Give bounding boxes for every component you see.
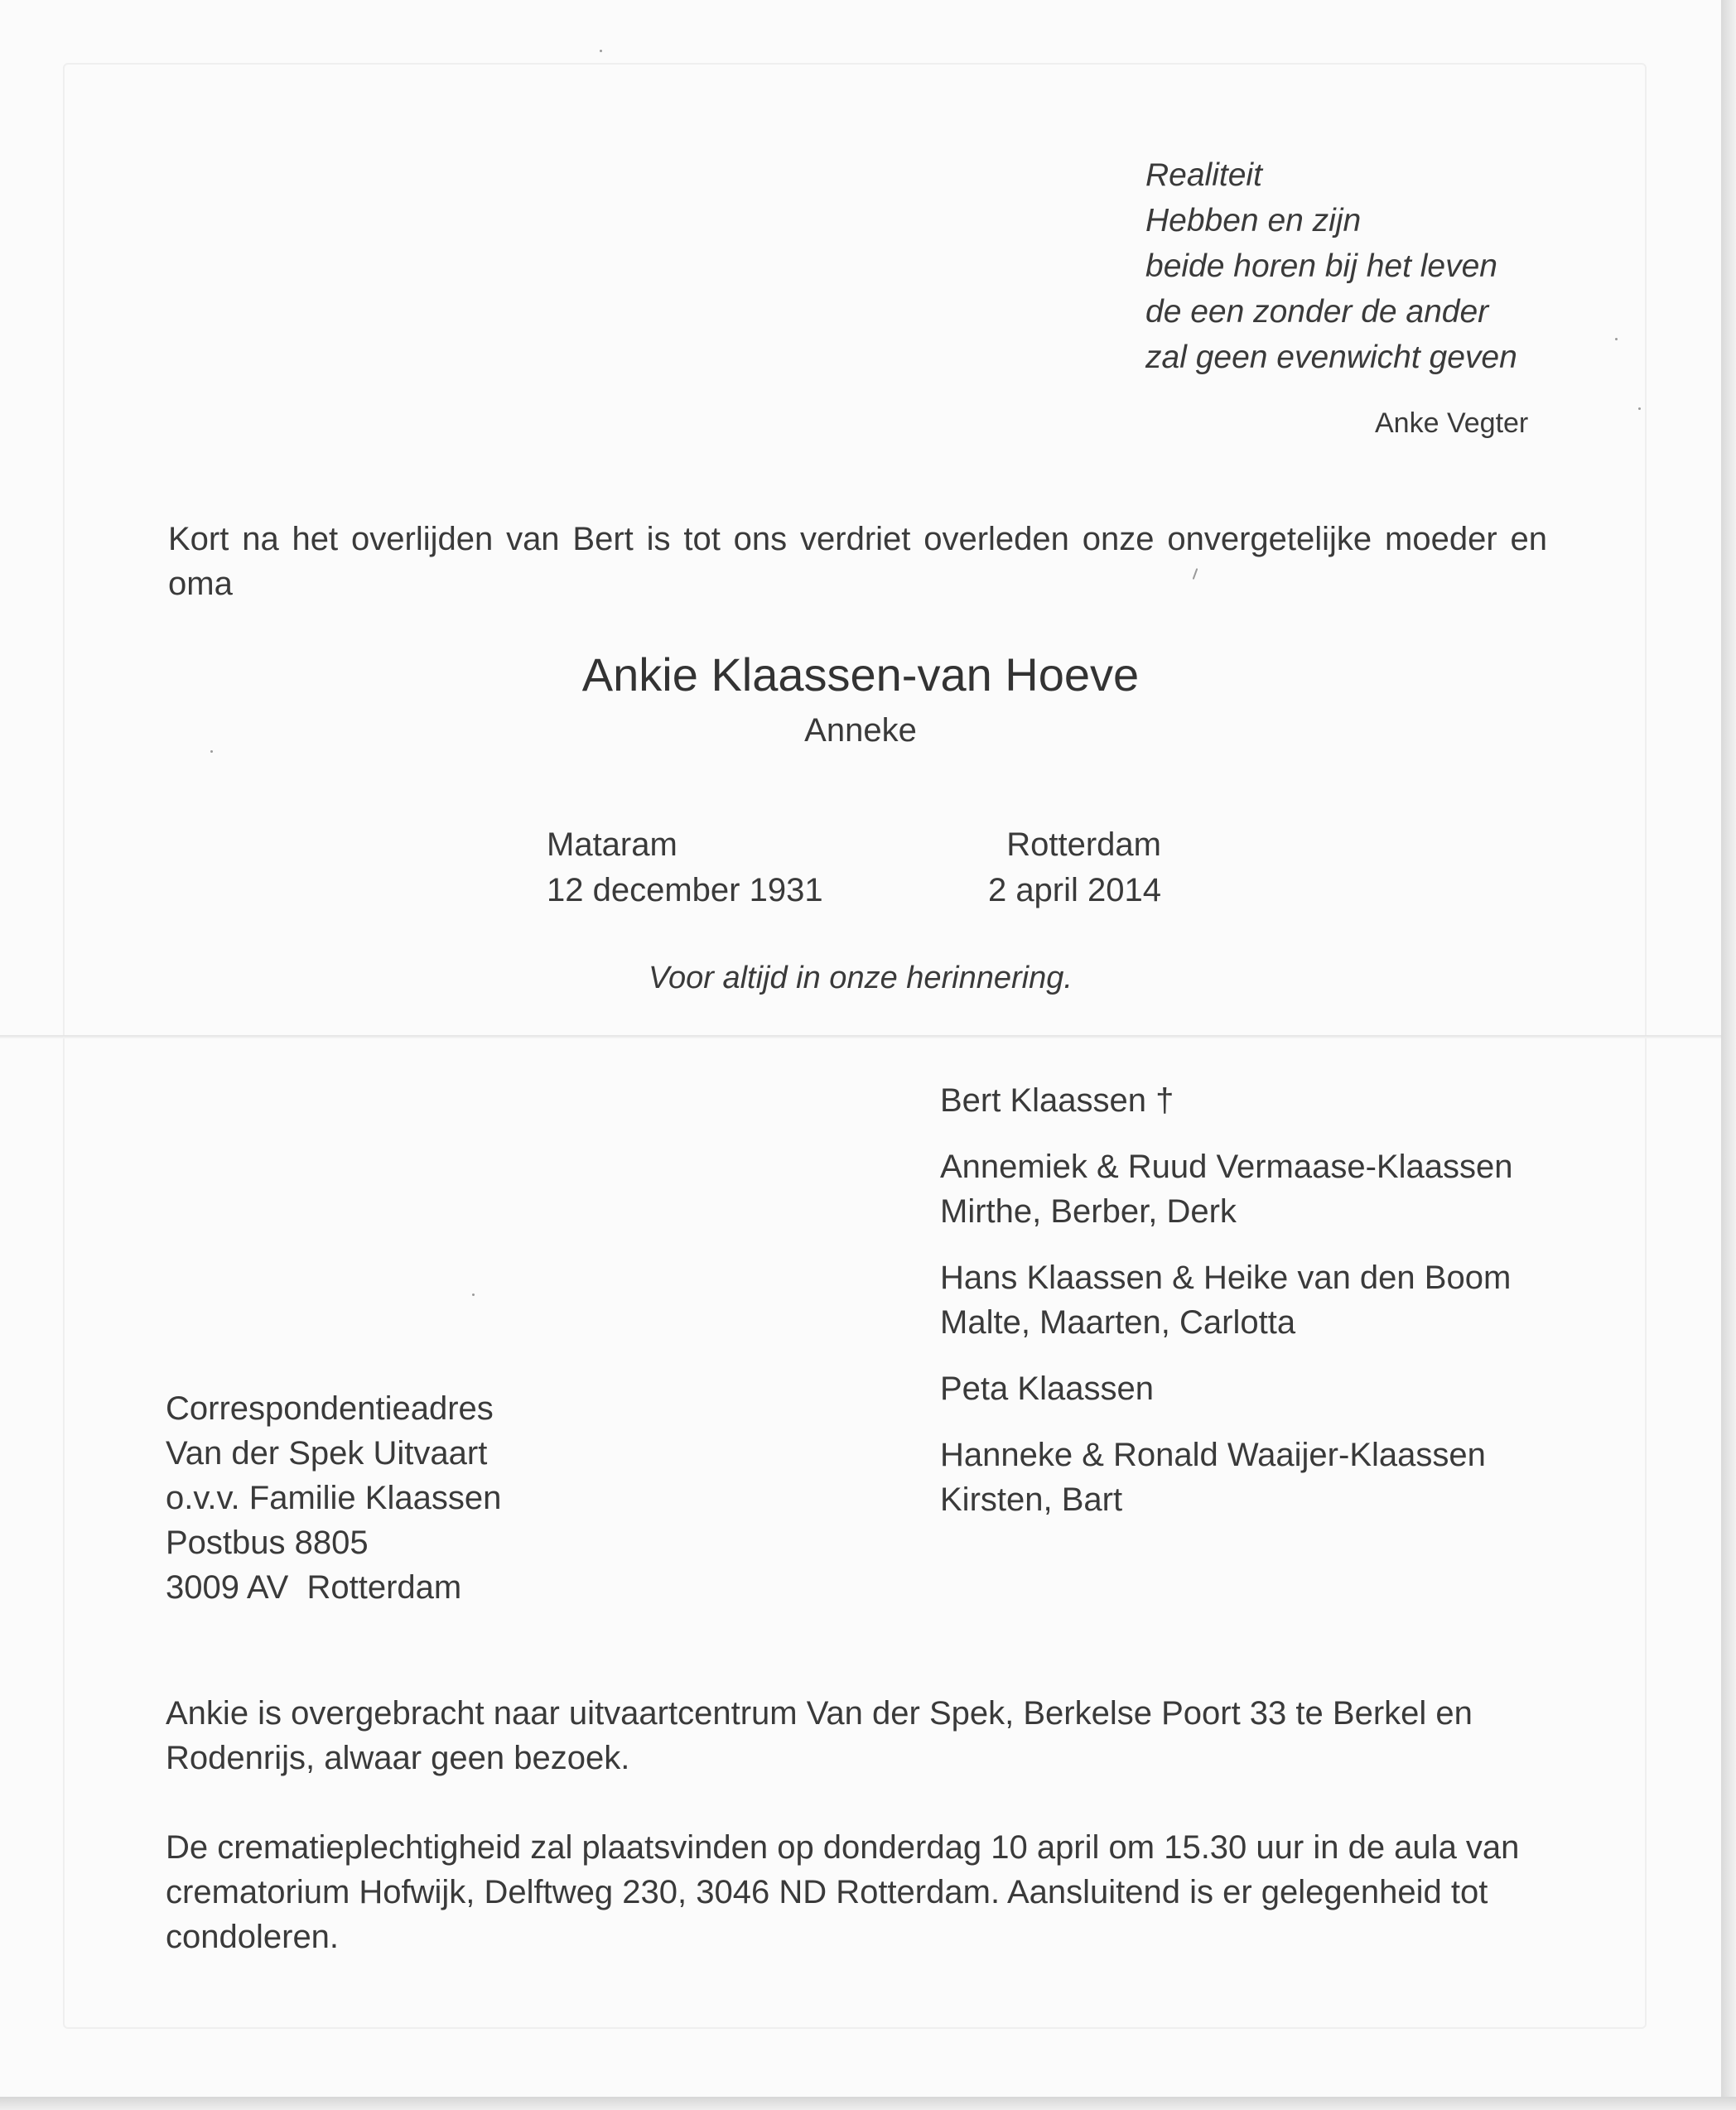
family-list bbox=[940, 1078, 1512, 1544]
deceased-name: Ankie Klaassen-van Hoeve bbox=[581, 648, 1140, 701]
family-group bbox=[940, 1366, 1512, 1411]
poem-line: de een zonder de ander bbox=[1145, 294, 1489, 330]
poem-line: Hebben en zijn bbox=[1145, 203, 1362, 238]
family-group bbox=[940, 1433, 1512, 1522]
deceased-nickname: Anneke bbox=[804, 712, 917, 749]
family-member: Annemiek & Ruud Vermaase-Klaassen bbox=[940, 1149, 1513, 1185]
poem-line: Realiteit bbox=[1145, 157, 1262, 193]
address-line: Postbus 8805 bbox=[166, 1525, 369, 1561]
transfer-notice: Ankie is overgebracht naar uitvaartcentrum Van der Spek, Berkelse Poort 33 te Berkel en Rodenrijs, alwaar geen bezoek. bbox=[166, 1695, 1473, 1776]
family-group bbox=[940, 1144, 1512, 1234]
birth-place: Mataram bbox=[547, 826, 678, 863]
intro-text: Kort na het overlijden van Bert is tot ons verdriet overleden onze onvergetelijke moeder en oma bbox=[168, 521, 1547, 602]
address-line: Correspondentieadres bbox=[166, 1390, 494, 1427]
poem-author: Anke Vegter bbox=[1375, 407, 1529, 439]
correspondence-address bbox=[166, 1386, 501, 1610]
address-line: Van der Spek Uitvaart bbox=[166, 1435, 488, 1472]
family-member: Hans Klaassen & Heike van den Boom bbox=[940, 1260, 1512, 1296]
family-grandchildren: Kirsten, Bart bbox=[940, 1481, 1123, 1518]
family-group bbox=[940, 1255, 1512, 1345]
family-member: Bert Klaassen † bbox=[940, 1082, 1174, 1119]
cremation-notice: De crematieplechtigheid zal plaatsvinden op donderdag 10 april om 15.30 uur in de aula van crematorium Hofwijk, Delftweg 230, 3046 ND Rotterdam. Aansluitend is er gelegenheid tot condoleren. bbox=[166, 1829, 1520, 1955]
memorial-motto: Voor altijd in onze herinnering. bbox=[649, 961, 1073, 995]
paper-speck bbox=[210, 750, 213, 753]
paper-speck bbox=[1638, 407, 1641, 410]
paper-speck bbox=[600, 50, 602, 52]
paper-speck bbox=[472, 1293, 475, 1296]
family-grandchildren: Malte, Maarten, Carlotta bbox=[940, 1304, 1296, 1341]
fold-line bbox=[0, 1035, 1721, 1038]
address-line: 3009 AV Rotterdam bbox=[166, 1569, 462, 1606]
poem-line: zal geen evenwicht geven bbox=[1145, 340, 1517, 375]
paper-speck bbox=[1615, 338, 1618, 340]
birth-date: 12 december 1931 bbox=[547, 872, 823, 908]
address-line: o.v.v. Familie Klaassen bbox=[166, 1480, 502, 1516]
death-date: 2 april 2014 bbox=[987, 872, 1161, 908]
family-grandchildren: Mirthe, Berber, Derk bbox=[940, 1193, 1237, 1230]
family-group bbox=[940, 1078, 1512, 1123]
poem bbox=[1145, 152, 1517, 380]
family-member: Peta Klaassen bbox=[940, 1371, 1154, 1407]
death-place: Rotterdam bbox=[1006, 826, 1161, 863]
scan-edge-right bbox=[1721, 0, 1736, 2110]
poem-line: beide horen bij het leven bbox=[1145, 248, 1497, 284]
family-member: Hanneke & Ronald Waaijer-Klaassen bbox=[940, 1437, 1486, 1473]
scan-edge-bottom bbox=[0, 2097, 1736, 2110]
